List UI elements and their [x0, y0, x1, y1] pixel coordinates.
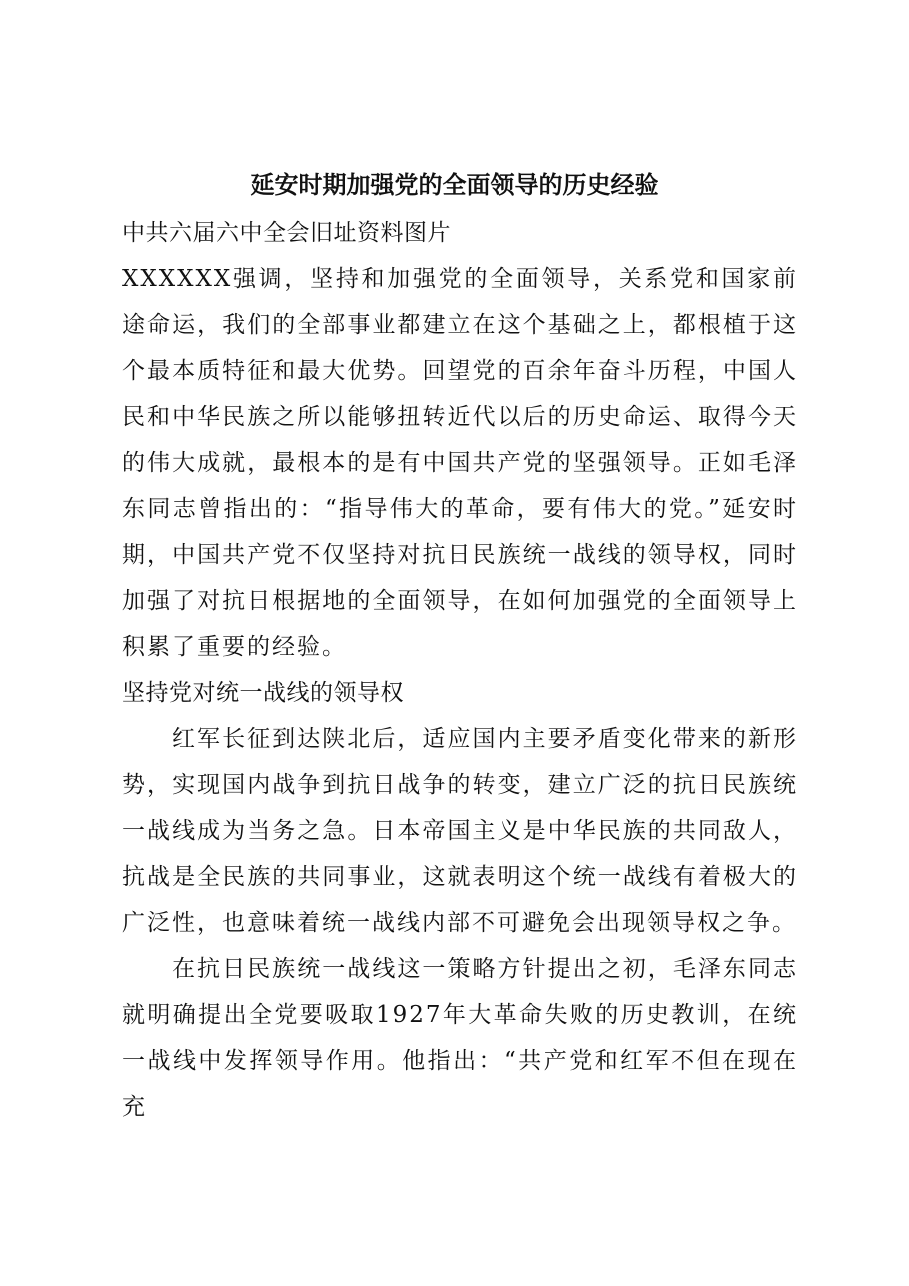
section-heading: 坚持党对统一战线的领导权 — [122, 680, 404, 706]
intro-paragraph: XXXXXX强调，坚持和加强党的全面领导，关系党和国家前途命运，我们的全部事业都建立在这个基础之上，都根植于这个最本质特征和最大优势。回望党的百余年奋斗历程，中国人民和中华民族之所以能够扭转近代以后的历史命运、取得今天的伟大成就，最根本的是有中国共产党的坚强领导。正如毛泽东同志曾指出的：“指导伟大的革命，要有伟大的党。”延安时期，中国共产党不仅坚持对抗日民族统一战线的领导权，同时加强了对抗日根据地的全面领导，在如何加强党的全面领导上积累了重要的经验。 — [122, 266, 798, 660]
image-caption: 中共六届六中全会旧址资料图片 — [122, 220, 451, 246]
document-body — [122, 210, 798, 1130]
body-paragraph: 在抗日民族统一战线这一策略方针提出之初，毛泽东同志就明确提出全党要吸取1927年大革命失败的历史教训，在统一战线中发挥领导作用。他指出：“共产党和红军不但在现在充 — [122, 956, 798, 1120]
body-paragraph: 红军长征到达陕北后，适应国内主要矛盾变化带来的新形势，实现国内战争到抗日战争的转变，建立广泛的抗日民族统一战线成为当务之急。日本帝国主义是中华民族的共同敌人，抗战是全民族的共同事业，这就表明这个统一战线有着极大的广泛性，也意味着统一战线内部不可避免会出现领导权之争。 — [122, 726, 798, 936]
document-title: 延安时期加强党的全面领导的历史经验 — [250, 170, 659, 199]
